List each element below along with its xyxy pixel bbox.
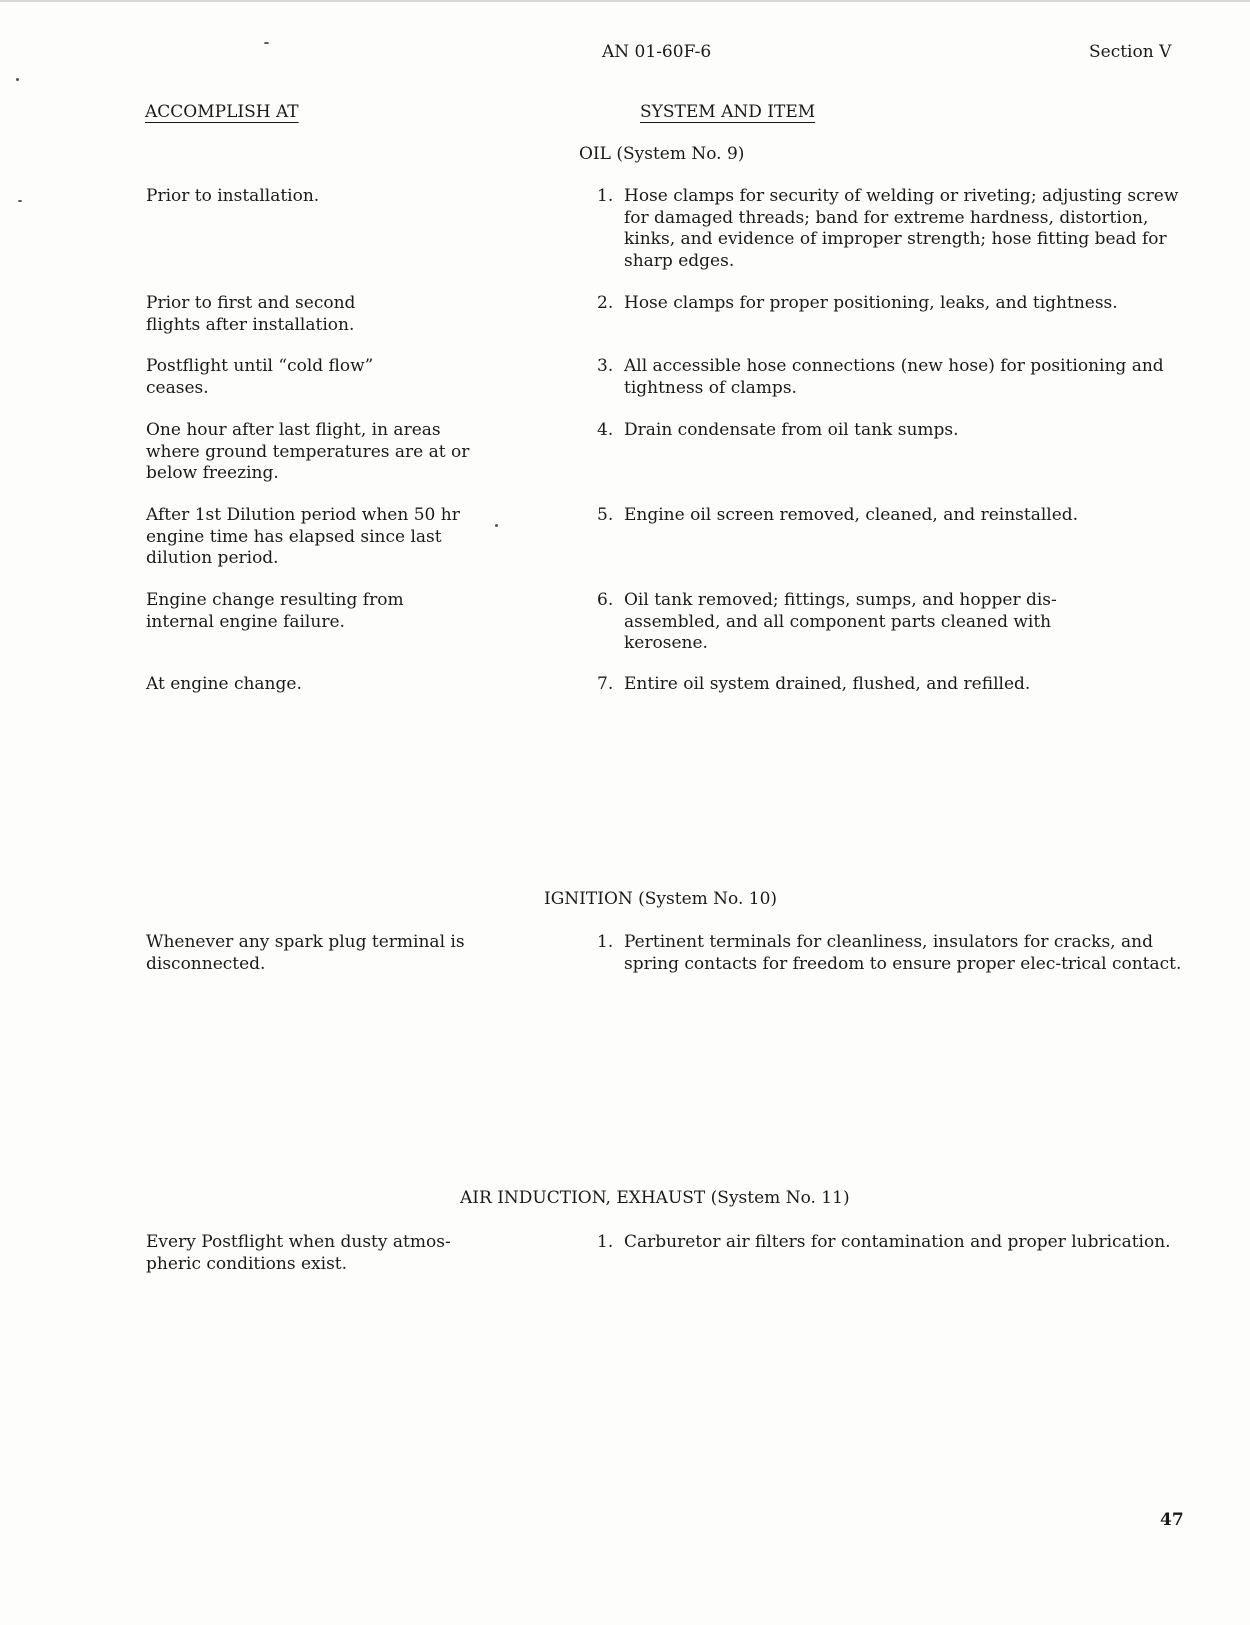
accomplish-at-cell: Every Postflight when dusty atmos-pheric conditions exist.: [146, 1232, 451, 1274]
item-text: Pertinent terminals for cleanliness, insulators for cracks, and spring contacts for freedom to ensure proper elec-trical contact.: [624, 932, 1182, 974]
item-text: All accessible hose connections (new hose) for positioning and tightness of clamps.: [624, 356, 1164, 398]
accomplish-at-cell: Engine change resulting from internal engine failure.: [146, 590, 404, 632]
accomplish-at-cell: Prior to first and second flights after installation.: [146, 293, 356, 335]
item-number: 4.: [597, 420, 614, 440]
item-text: Entire oil system drained, flushed, and refilled.: [624, 674, 1031, 694]
item-number: 1.: [597, 932, 614, 952]
item-number: 1.: [597, 1232, 614, 1252]
section-label: Section V: [1089, 42, 1172, 62]
scan-speck: [18, 200, 22, 202]
accomplish-at-cell: At engine change.: [146, 674, 302, 694]
accomplish-at-cell: Postflight until “cold flow” ceases.: [146, 356, 374, 398]
accomplish-at-cell: Whenever any spark plug terminal is disconnected.: [146, 932, 465, 974]
column-heading-system-and-item: SYSTEM AND ITEM: [640, 102, 816, 122]
column-heading-accomplish-at: ACCOMPLISH AT: [145, 102, 299, 122]
scan-speck: [16, 78, 19, 81]
item-text: Engine oil screen removed, cleaned, and reinstalled.: [624, 505, 1079, 525]
item-number: 2.: [597, 293, 614, 313]
document-number: AN 01-60F-6: [602, 42, 712, 62]
system-title-air-induction-exhaust: AIR INDUCTION, EXHAUST (System No. 11): [460, 1188, 850, 1208]
item-number: 6.: [597, 590, 614, 610]
item-number: 7.: [597, 674, 614, 694]
item-text: Hose clamps for proper positioning, leaks, and tightness.: [624, 293, 1118, 313]
scan-speck: [495, 524, 498, 527]
item-number: 5.: [597, 505, 614, 525]
scan-speck: [264, 42, 269, 44]
item-text: Drain condensate from oil tank sumps.: [624, 420, 959, 440]
system-title-ignition: IGNITION (System No. 10): [544, 889, 778, 909]
item-number: 3.: [597, 356, 614, 376]
system-title-oil: OIL (System No. 9): [579, 144, 745, 164]
accomplish-at-cell: Prior to installation.: [146, 186, 320, 206]
page-number: 47: [1160, 1510, 1184, 1530]
page-top-edge: [0, 0, 1250, 2]
item-number: 1.: [597, 186, 614, 206]
item-text: Carburetor air filters for contamination and proper lubrication.: [624, 1232, 1171, 1252]
item-text: Hose clamps for security of welding or riveting; adjusting screw for damaged threads; band for extreme hardness, distortion, kinks, and evidence of improper strength; hose fitting bead for sharp edges.: [624, 186, 1179, 271]
accomplish-at-cell: One hour after last flight, in areas where ground temperatures are at or below freezing.: [146, 420, 470, 483]
accomplish-at-cell: After 1st Dilution period when 50 hr engine time has elapsed since last dilution period.: [146, 505, 460, 568]
item-text: Oil tank removed; fittings, sumps, and hopper dis-assembled, and all component parts cleaned with kerosene.: [624, 590, 1057, 653]
